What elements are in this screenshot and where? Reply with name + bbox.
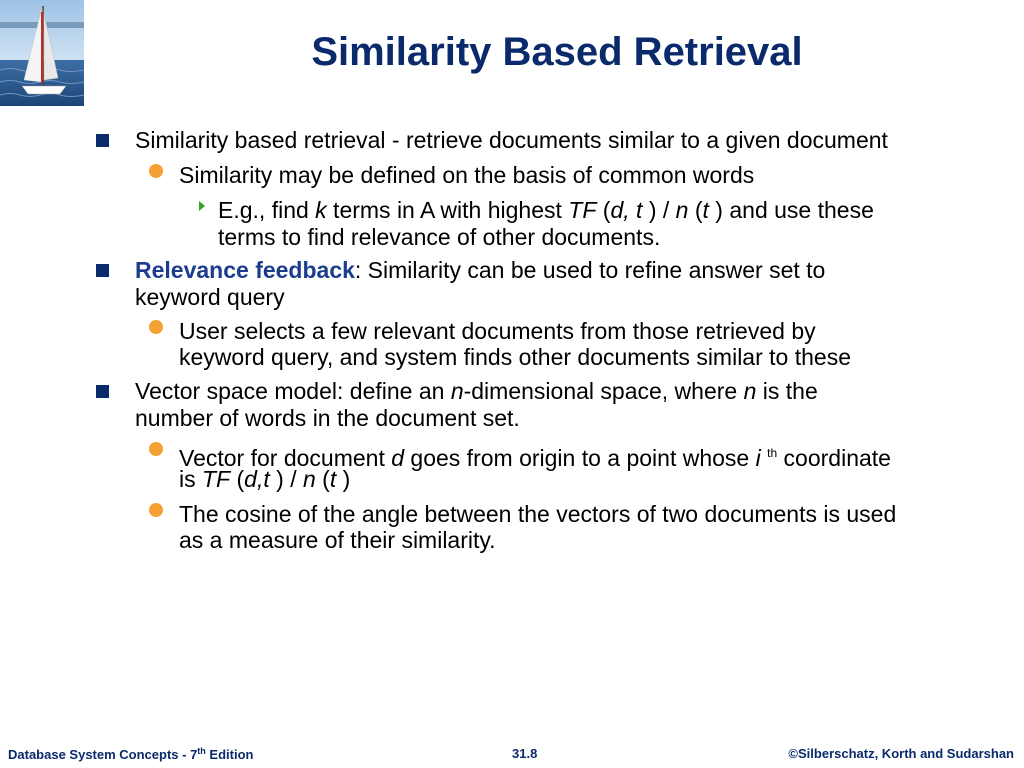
bullet-text: keyword query <box>135 284 285 310</box>
bullet-line <box>218 196 874 224</box>
text-run: Edition <box>205 747 254 762</box>
text-run: : Similarity can be used to refine answer set to <box>354 257 826 283</box>
superscript: th <box>197 746 206 756</box>
text-run: ) / <box>642 197 676 223</box>
slide-title: Similarity Based Retrieval <box>311 30 803 74</box>
level2-bullet <box>149 164 163 178</box>
bullet-line <box>179 526 496 554</box>
bullet-line <box>135 126 888 154</box>
text-run: ) and use these <box>708 197 874 223</box>
bullet-line <box>179 500 896 528</box>
text-run: -dimensional space, where <box>463 378 744 404</box>
text-run: n <box>450 378 464 404</box>
bullet-line <box>179 317 816 345</box>
bullet-line <box>218 223 660 251</box>
text-run: d,t <box>244 466 270 492</box>
text-run: ( <box>230 466 245 492</box>
bullet-text: as a measure of their similarity. <box>179 527 496 553</box>
text-run: E.g., find <box>218 197 316 223</box>
text-run: terms in A with highest <box>326 197 569 223</box>
bullet-text: The cosine of the angle between the vectors of two documents is used <box>179 501 897 527</box>
text-run: is the <box>756 378 818 404</box>
text-run: ( <box>315 466 330 492</box>
text-run: d, t <box>610 197 643 223</box>
bullet-line <box>179 343 851 371</box>
text-run: TF <box>202 466 231 492</box>
relevance-feedback-term: Relevance feedback <box>135 257 355 283</box>
level2-bullet <box>149 320 163 334</box>
bullet-line <box>135 283 285 311</box>
bullet-line <box>135 256 825 284</box>
text-run: TF <box>568 197 597 223</box>
text-run: ) <box>336 466 351 492</box>
footer-slide-number: 31.8 <box>512 746 538 761</box>
superscript: th <box>767 446 778 460</box>
text-run: t <box>702 197 709 223</box>
text-run: ( <box>596 197 611 223</box>
text-run: is <box>179 466 202 492</box>
bullet-line <box>135 377 818 405</box>
text-run: ( <box>688 197 703 223</box>
bullet-text: keyword query, and system finds other documents similar to these <box>179 344 851 370</box>
footer-copyright: ©Silberschatz, Korth and Sudarshan <box>788 746 1014 761</box>
text-run: coordinate <box>777 445 891 471</box>
bullet-text: Similarity may be defined on the basis of common words <box>179 162 755 188</box>
bullet-text: number of words in the document set. <box>135 405 520 431</box>
bullet-line <box>179 161 754 189</box>
text-run: Vector for document <box>179 445 392 471</box>
level2-bullet <box>149 442 163 456</box>
text-run: k <box>315 197 327 223</box>
level3-bullet <box>199 201 205 211</box>
text-run: n <box>302 466 316 492</box>
footer-book-title <box>8 746 253 762</box>
text-run: n <box>675 197 689 223</box>
level1-bullet <box>96 134 109 147</box>
text-run: i <box>755 445 761 471</box>
text-run: ) / <box>269 466 303 492</box>
text-run: t <box>329 466 337 492</box>
text-run: d <box>391 445 405 471</box>
bullet-text: User selects a few relevant documents from those retrieved by <box>179 318 816 344</box>
bullet-text: Similarity based retrieval - retrieve documents similar to a given document <box>135 127 888 153</box>
text-run: Database System Concepts - 7 <box>8 747 198 762</box>
bullet-text: terms to find relevance of other documents. <box>218 224 661 250</box>
text-run: n <box>743 378 757 404</box>
text-run: goes from origin to a point whose <box>404 445 756 471</box>
text-run: Vector space model: define an <box>135 378 451 404</box>
bullet-line <box>179 465 350 493</box>
level1-bullet <box>96 385 109 398</box>
bullet-line <box>135 404 520 432</box>
level1-bullet <box>96 264 109 277</box>
level2-bullet <box>149 503 163 517</box>
